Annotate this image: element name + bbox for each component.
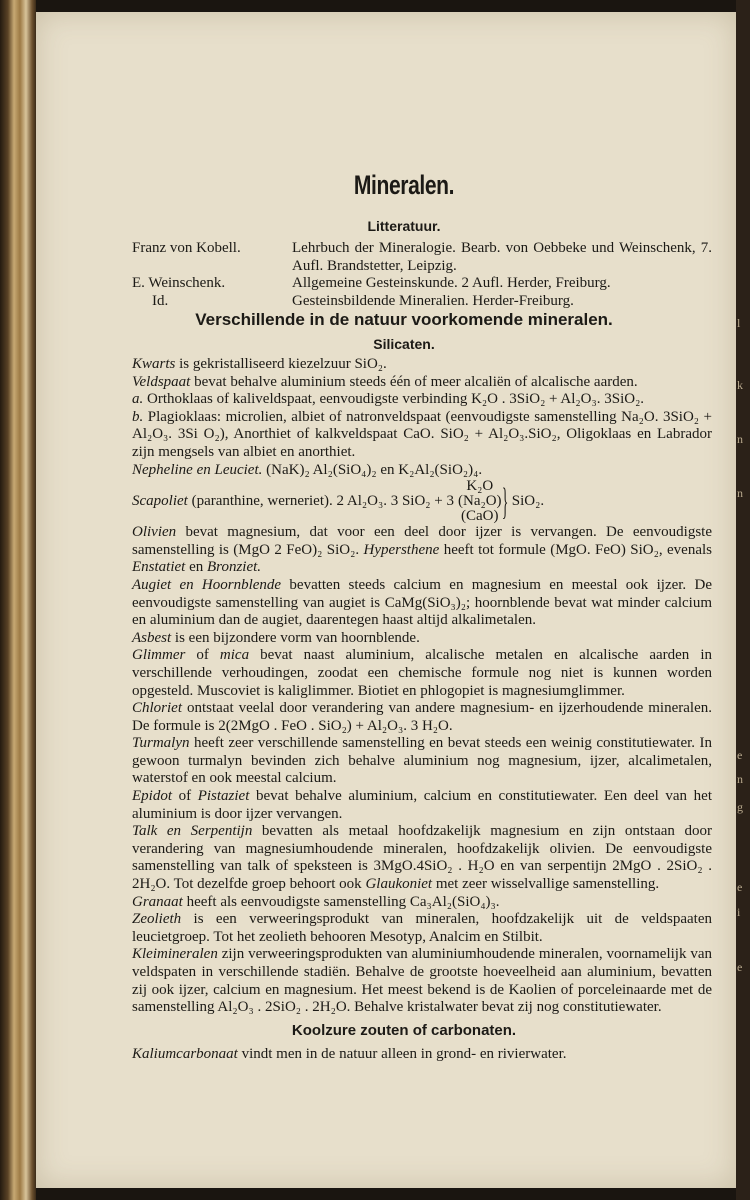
silicates-body <box>132 356 712 1017</box>
term: Chloriet <box>132 700 183 717</box>
paragraph-text: bevat behalve aluminium, calcium en constitutiewater. Een deel van het aluminium is door ijzer vervangen. <box>132 788 712 822</box>
edge-mark: g <box>737 800 743 814</box>
term: Pistaziet <box>197 788 250 805</box>
page-title: Mineralen. <box>353 170 455 200</box>
term: Kaliumcarbonaat <box>132 1046 238 1062</box>
reference-author: E. Weinschenk. <box>132 275 226 291</box>
reference-item <box>132 293 712 311</box>
paragraph-olivien <box>132 524 712 577</box>
term: Glimmer <box>132 647 186 664</box>
next-page-edge <box>736 0 750 1200</box>
term: mica <box>219 647 250 664</box>
paragraph-text: ontstaat veelal door verandering van andere magnesium- en ijzerhoudende mineralen. De formule is 2(2MgO . FeO . SiO₂) + Al₂O₃. 3 H₂O. <box>132 700 712 734</box>
reference-title: Gesteinsbildende Mineralien. Herder-Freiburg. <box>292 292 574 309</box>
paragraph-text: bevatten steeds calcium en magnesium en meestal ook ijzer. De eenvoudigste samenstelling van augiet is CaMg(SiO₃)₂; hoornblende bevat wat minder calcium en aluminium dan de augiet, daarentegen haast altijd alkalimetalen. <box>132 576 712 629</box>
paragraph-text: vindt men in de natuur alleen in grond- en rivierwater. <box>237 1046 567 1062</box>
paragraph-kleimineralen <box>132 946 712 1016</box>
paragraph-chloriet <box>132 700 712 735</box>
subsection-heading-carbonates: Koolzure zouten of carbonaten. <box>291 1022 517 1039</box>
paragraph-text: bevat magnesium, dat voor een deel door ijzer is vervangen. De eenvoudigste samenstelling is (MgO 2 FeO)₂ SiO₂. <box>132 524 712 558</box>
term: Glaukoniet <box>365 876 433 893</box>
term: Veldspaat <box>132 373 191 390</box>
edge-mark: k <box>737 378 743 392</box>
subsection-heading-silicates: Silicaten. <box>373 336 435 352</box>
oxide-k2o: K₂O <box>466 478 494 495</box>
paragraph-talk <box>132 823 712 893</box>
term: Enstatiet <box>132 559 186 576</box>
edge-mark: n <box>737 432 743 446</box>
label: a. <box>132 391 144 408</box>
reference-list <box>132 240 712 310</box>
paragraph-plagioklaas <box>132 409 712 462</box>
term: Granaat <box>132 893 183 910</box>
term: Turmalyn <box>132 735 190 752</box>
paragraph-text: bevat naast aluminium, alcalische metalen en alcalische aarden in verschillende verhoudingen, zoodat een chemische formule nog niet is kunnen worden opgesteld. Muscoviet is kaliglimmer. Biotiet en phlogopiet is magnesiumglimmer. <box>132 647 712 699</box>
paragraph-turmalyn <box>132 735 712 788</box>
paragraph-text: is een bijzondere vorm van hoornblende. <box>171 629 420 646</box>
paragraph-text: (NaK)₂ Al₂(SiO₄)₂ en K₂Al₂(SiO₂)₄. <box>262 461 483 478</box>
paragraph-epidot <box>132 788 712 823</box>
section-heading: Verschillende in de natuur voorkomende mineralen. <box>195 310 613 329</box>
term: Olivien <box>132 524 177 541</box>
reference-title: Allgemeine Gesteinskunde. 2 Aufl. Herder, Freiburg. <box>292 275 611 291</box>
paragraph-zeolieth <box>132 911 712 946</box>
reference-title: Lehrbuch der Mineralogie. Bearb. von Oebbeke und Weinschenk, 7. Aufl. Brandstetter, Leipzig. <box>292 240 712 274</box>
brace-icon: } <box>501 480 508 523</box>
paragraph-glimmer <box>132 647 712 700</box>
edge-mark: e <box>737 748 743 762</box>
term: Bronziet. <box>207 559 262 576</box>
edge-mark: n <box>737 486 743 500</box>
term: Zeolieth <box>132 911 182 928</box>
paragraph-text: heeft als eenvoudigste samenstelling Ca₃Al₂(SiO₄)₃. <box>182 893 500 910</box>
paragraph-veldspaat <box>132 374 712 392</box>
term: Talk en Serpentijn <box>132 823 253 840</box>
term: Epidot <box>132 788 172 805</box>
paragraph-augiet <box>132 577 712 630</box>
paragraph-text: met zeer wisselvallige samenstelling. <box>432 876 660 893</box>
paragraph-text: heeft zeer verschillende samenstelling en bevat steeds een weinig constitutiewater. In gewoon turmalyn bevinden zich behalve aluminium nog magnesium, ijzer, alcalimetalen, waterstof en ook meestal calcium. <box>132 735 712 787</box>
reference-author: Id. <box>152 292 169 309</box>
paragraph-text: bevat behalve aluminium steeds één of meer alcaliën of alcalische aarden. <box>190 373 638 390</box>
paragraph-kaliumcarbonaat <box>132 1046 712 1064</box>
label: b. <box>132 408 144 425</box>
paragraph-text: SiO₂. <box>511 492 545 509</box>
paragraph-text: zijn verweeringsprodukten van aluminiumhoudende mineralen, voornamelijk van veldspaten in verschillende stadiën. Behalve de grootste hoeveelheid aan aluminium, bevatten zij ook ijzer, calcium en magnesium. Het meest bekend is de Kaolien of porceleinaarde met de samenstelling Al₂O₃ . 2SiO₂ . 2H₂O. Behalve kristalwater bevat zij nog constitutiewater. <box>132 946 712 1016</box>
paragraph-orthoklaas <box>132 391 712 409</box>
paragraph-text: is gekristalliseerd kiezelzuur SiO₂. <box>175 356 387 372</box>
reference-item <box>132 240 712 275</box>
edge-mark: l <box>737 316 741 330</box>
reference-author: Franz von Kobell. <box>132 240 241 256</box>
oxide-cao: (CaO) <box>461 508 499 525</box>
paragraph-text: Orthoklaas of kaliveldspaat, eenvoudigste verbinding K₂O . 3SiO₂ + Al₂O₃. 3SiO₂. <box>143 391 645 408</box>
paragraph-granaat <box>132 894 712 912</box>
paragraph-asbest <box>132 630 712 648</box>
carbonates-body <box>132 1046 712 1064</box>
edge-mark: e <box>737 880 743 894</box>
edge-mark: n <box>737 772 743 786</box>
paragraph-text: is een verweeringsprodukt van mineralen, hoofdzakelijk uit de veldspaaten leucietgroep. Tot het zeolieth behooren Mesotyp, Analcim en Stilbit. <box>132 911 712 945</box>
term: Kleimineralen <box>132 946 218 963</box>
term: Nepheline en Leuciet. <box>132 461 263 478</box>
paragraph-text: of <box>185 647 220 664</box>
oxide-na2o: (Na₂O) <box>458 493 502 510</box>
paragraph-text: Plagioklaas: microlien, albiet of natronveldspaat (eenvoudigste samenstelling Na₂O. 3SiO₂ + Al₂O₃. 3Si O₂), Anorthiet of kalkveldspaat CaO. SiO₂ + Al₂O₃.SiO₂, Oligoklaas en Labrador zijn mengsels van albiet en anorthiet. <box>132 408 712 460</box>
paragraph-nepheline <box>132 462 712 480</box>
oxide-stack <box>458 479 502 524</box>
term: Kwarts <box>132 356 176 372</box>
paragraph-scapoliet <box>132 479 712 524</box>
term: Asbest <box>132 629 172 646</box>
paragraph-text: heeft tot formule (MgO. FeO) SiO₂, evenals <box>439 541 712 558</box>
reference-item <box>132 275 712 293</box>
term: Augiet en Hoornblende <box>132 576 282 593</box>
edge-mark: i <box>737 905 741 919</box>
term: Hypersthene <box>363 541 440 558</box>
paragraph-text: en <box>185 559 207 576</box>
paragraph-text: bevatten als metaal hoofdzakelijk magnesium en zijn ontstaan door verandering van magnesiumhoudende mineralen, hoofdzakelijk olivien. De eenvoudigste samenstelling van talk of speksteen is 3MgO.4SiO₂ . H₂O en van serpentijn 2MgO . 2SiO₂ . 2H₂O. Tot dezelfde groep behoort ook <box>132 823 712 893</box>
paragraph-text: (paranthine, werneriet). 2 Al₂O₃. 3 SiO₂ + 3 <box>187 492 454 509</box>
paragraph-kwarts <box>132 356 712 374</box>
edge-mark: e <box>737 960 743 974</box>
paragraph-text: of <box>172 788 198 805</box>
book-spine <box>0 0 36 1200</box>
term: Scapoliet <box>132 492 188 509</box>
literature-heading: Litteratuur. <box>367 218 441 234</box>
